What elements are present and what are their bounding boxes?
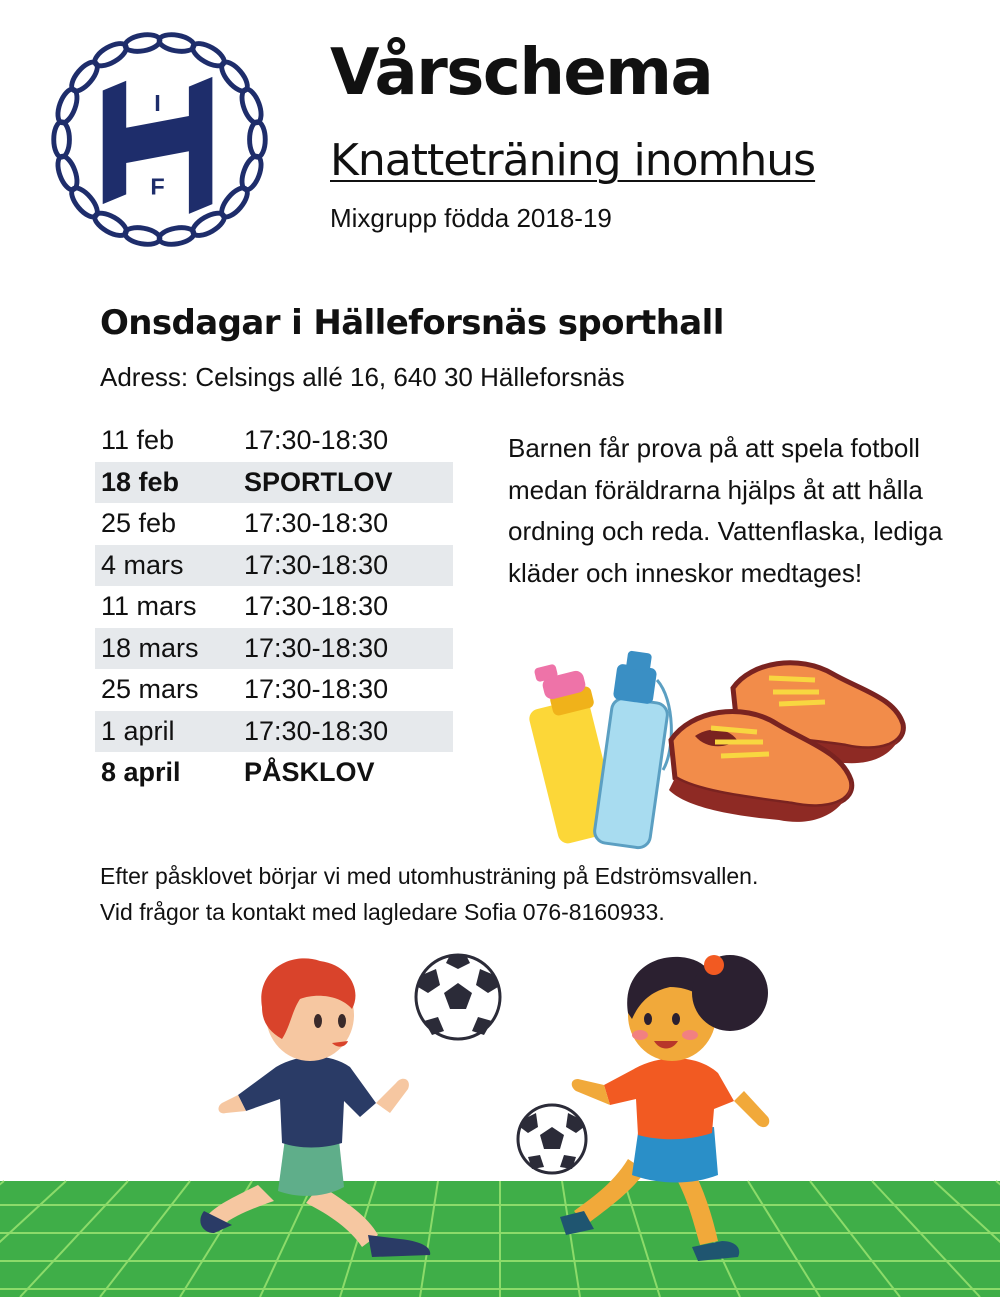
- schedule-date: 18 mars: [101, 632, 199, 663]
- schedule-date: 11 feb: [101, 425, 175, 455]
- schedule-time: 17:30-18:30: [244, 632, 389, 663]
- schedule-row: [95, 669, 453, 711]
- schedule-time: SPORTLOV: [244, 466, 393, 497]
- water-bottle-icon: [593, 650, 671, 849]
- schedule-row: [95, 545, 453, 587]
- schedule-row: [95, 752, 453, 794]
- footer-text: [100, 858, 758, 930]
- schedule-date: 1 april: [101, 715, 175, 746]
- group-label: Mixgrupp födda 2018-19: [330, 203, 612, 233]
- sneakers-icon: [669, 663, 903, 822]
- schedule-row: [95, 628, 453, 670]
- logo-letter-f: F: [150, 173, 165, 200]
- schedule-row: [95, 711, 453, 753]
- schedule-time: PÅSKLOV: [244, 757, 375, 787]
- logo-letter-i: I: [154, 90, 161, 117]
- schedule-row: [95, 420, 453, 462]
- schedule-date: 25 mars: [101, 674, 199, 704]
- gear-illustration: [515, 640, 915, 850]
- grass-field-icon: [0, 1181, 1000, 1297]
- schedule-time: 17:30-18:30: [244, 425, 389, 455]
- venue-heading: Onsdagar i Hälleforsnäs sporthall: [100, 303, 724, 343]
- footer-line-1: Efter påsklovet börjar vi med utomhusträning på Edströmsvallen.: [100, 863, 759, 889]
- venue-address: Adress: Celsings allé 16, 640 30 Hälleforsnäs: [100, 362, 625, 392]
- kids-playing-illustration: [0, 935, 1000, 1297]
- soccer-ball-icon: [518, 1105, 586, 1173]
- schedule-date: 4 mars: [101, 549, 184, 580]
- schedule-time: 17:30-18:30: [244, 508, 389, 538]
- page-subtitle: Knatteträning inomhus: [330, 135, 816, 186]
- schedule-row: [95, 586, 453, 628]
- soccer-ball-icon: [416, 955, 500, 1039]
- schedule-date: 11 mars: [101, 591, 197, 621]
- schedule-time: 17:30-18:30: [244, 715, 389, 746]
- schedule-time: 17:30-18:30: [244, 674, 389, 704]
- schedule-table: [95, 420, 453, 794]
- info-text: Barnen får prova på att spela fotboll medan föräldrarna hjälps åt att hålla ordning och reda. Vattenflaska, lediga kläder och inneskor medtages!: [508, 433, 943, 588]
- footer-line-2: Vid frågor ta kontakt med lagledare Sofia 076-8160933.: [100, 899, 665, 925]
- schedule-time: 17:30-18:30: [244, 549, 389, 580]
- page-title: Vårschema: [330, 36, 713, 110]
- schedule-row: [95, 462, 453, 504]
- schedule-time: 17:30-18:30: [244, 591, 389, 621]
- schedule-row: [95, 503, 453, 545]
- schedule-date: 25 feb: [101, 508, 177, 538]
- schedule-date: 18 feb: [101, 466, 180, 497]
- schedule-date: 8 april: [101, 757, 181, 787]
- club-logo-icon: [42, 22, 277, 257]
